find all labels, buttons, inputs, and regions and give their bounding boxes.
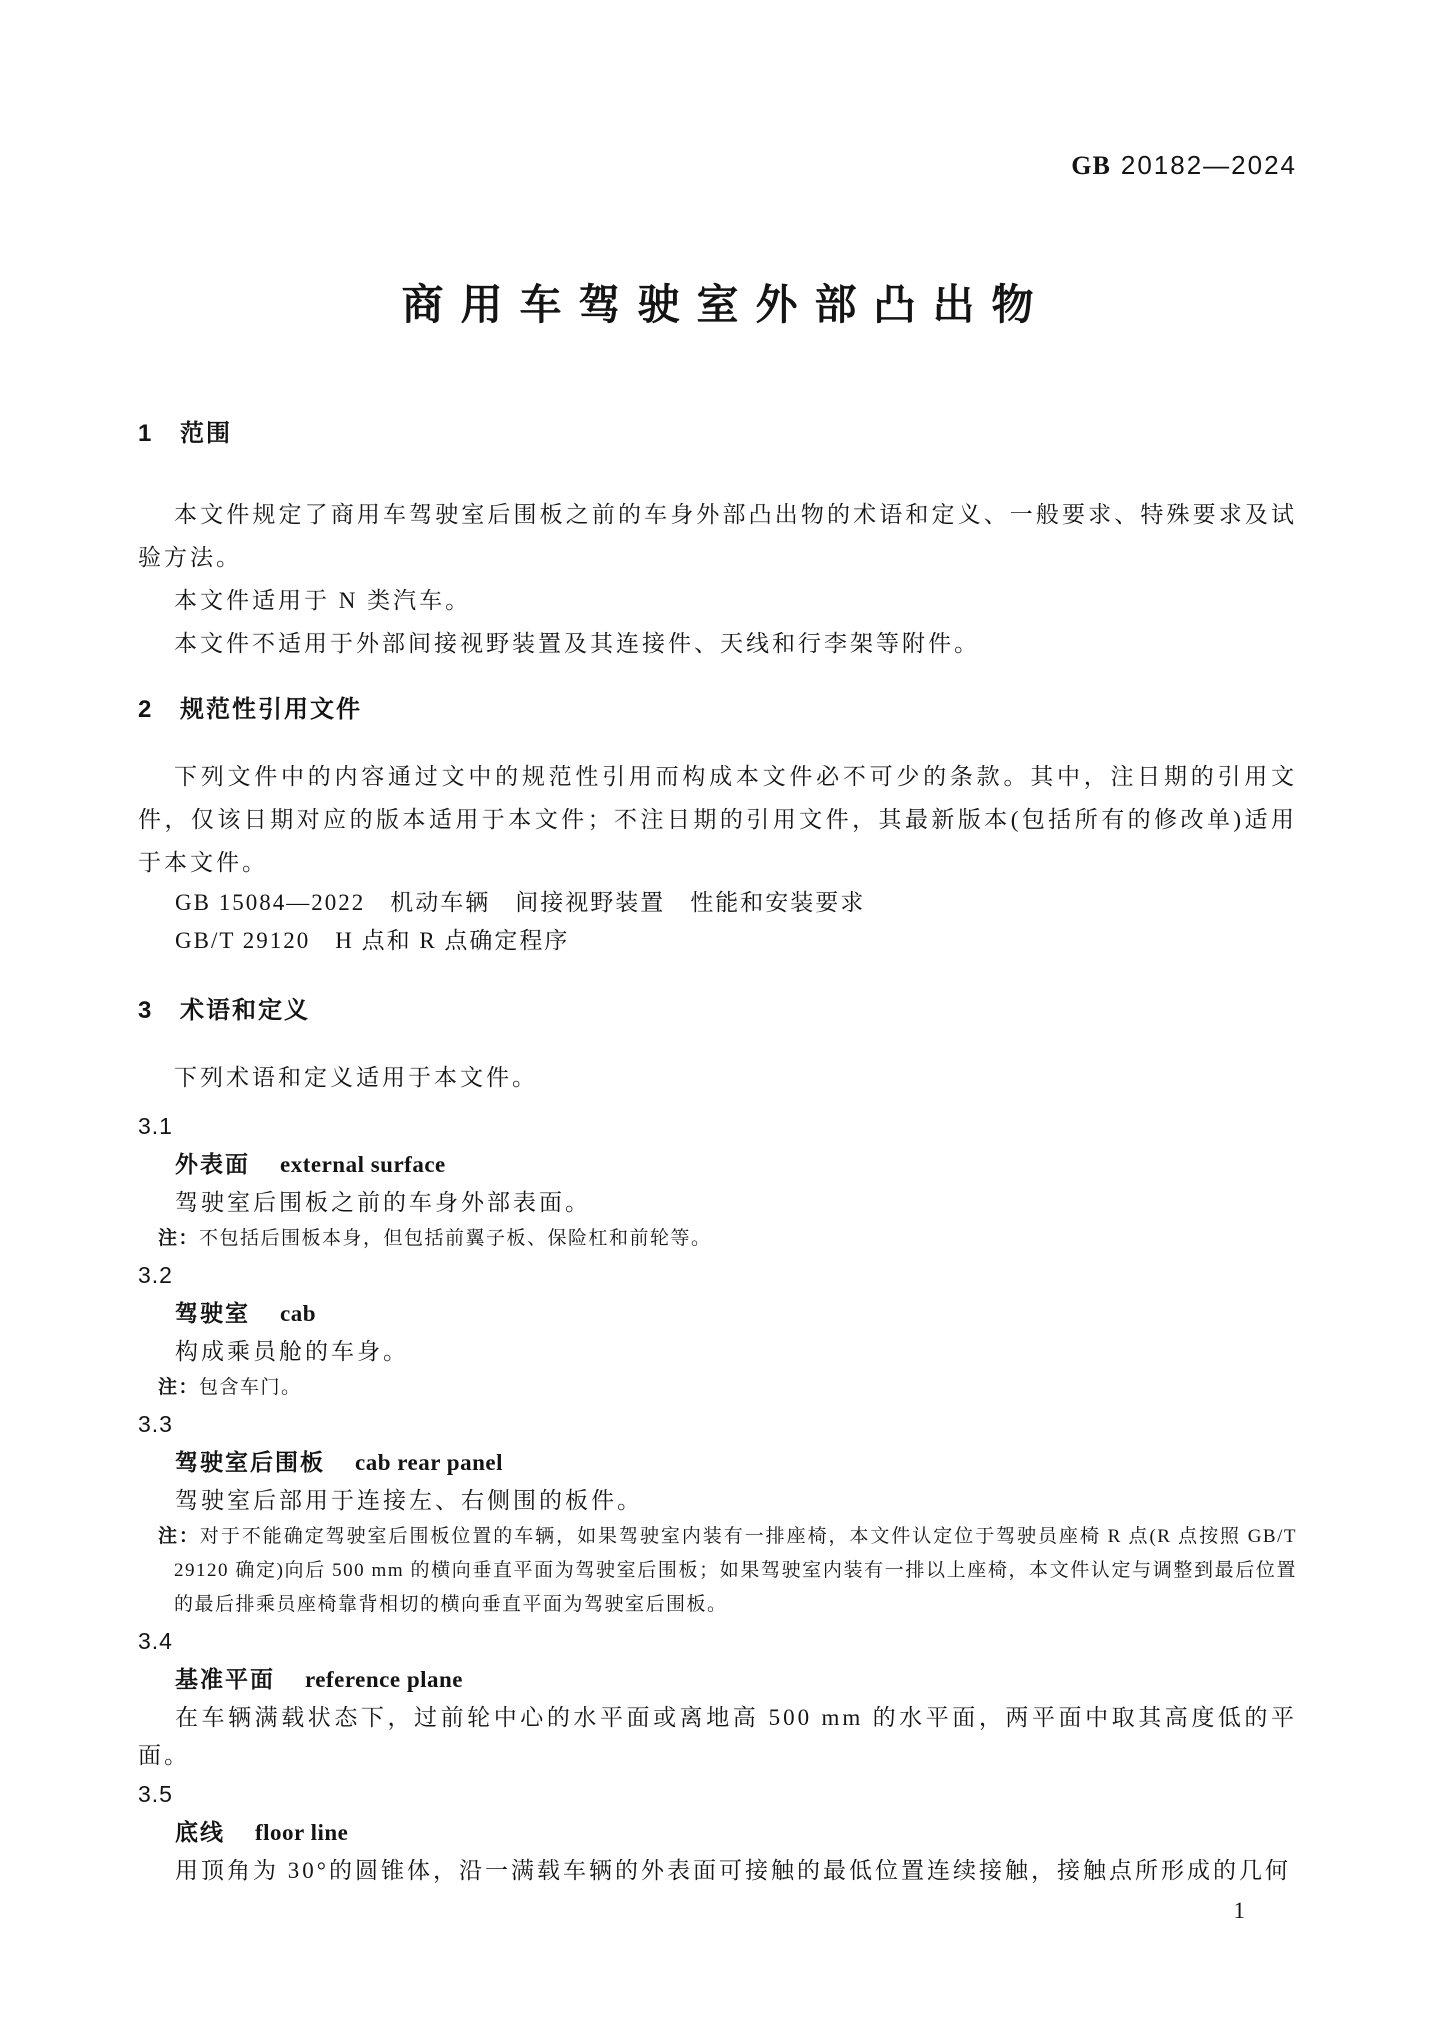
term-note bbox=[158, 1222, 1297, 1256]
note-label: 注： bbox=[158, 1377, 200, 1398]
section-2-paragraph-1: 下列文件中的内容通过文中的规范性引用而构成本文件必不可少的条款。其中，注日期的引用文件，仅该日期对应的版本适用于本文件；不注日期的引用文件，其最新版本(包括所有的修改单)适用于本文件。 bbox=[138, 764, 1297, 875]
page-number: 1 bbox=[1233, 1898, 1245, 1923]
term-name bbox=[138, 1813, 1297, 1852]
term-name-zh: 驾驶室 bbox=[175, 1300, 250, 1326]
term-definition: 驾驶室后部用于连接左、右侧围的板件。 bbox=[175, 1488, 643, 1513]
term-number: 3.1 bbox=[138, 1113, 173, 1139]
term-number: 3.4 bbox=[138, 1628, 173, 1654]
section-1-paragraph-1: 本文件规定了商用车驾驶室后围板之前的车身外部凸出物的术语和定义、一般要求、特殊要求及试验方法。 bbox=[138, 502, 1297, 570]
term-entry-3-2 bbox=[138, 1256, 1297, 1405]
term-name-en: floor line bbox=[255, 1820, 349, 1845]
term-name-en: reference plane bbox=[305, 1667, 464, 1692]
note-text: 对于不能确定驾驶室后围板位置的车辆，如果驾驶室内装有一排座椅，本文件认定位于驾驶员座椅 R 点(R 点按照 GB/T 29120 确定)向后 500 mm 的横向垂直平面为驾驶室后围板；如果驾驶室内装有一排以上座椅，本文件认定与调整到最后位置的最后排乘员座椅靠背相切的横向垂直平面为驾驶室后围板。 bbox=[174, 1526, 1297, 1615]
term-name bbox=[138, 1660, 1297, 1699]
term-note bbox=[158, 1371, 1297, 1405]
term-name-en: external surface bbox=[280, 1152, 446, 1177]
section-1-heading bbox=[138, 417, 1297, 451]
section-1-number: 1 bbox=[138, 420, 154, 447]
note-text: 包含车门。 bbox=[199, 1377, 302, 1398]
term-entry-3-4 bbox=[138, 1622, 1297, 1775]
section-2-number: 2 bbox=[138, 696, 154, 723]
term-definition: 构成乘员舱的车身。 bbox=[175, 1339, 409, 1364]
term-name-zh: 底线 bbox=[175, 1819, 225, 1845]
standard-code-prefix: GB bbox=[1071, 151, 1111, 180]
term-name bbox=[138, 1294, 1297, 1333]
section-1-paragraph-3: 本文件不适用于外部间接视野装置及其连接件、天线和行李架等附件。 bbox=[174, 631, 980, 656]
term-name bbox=[138, 1443, 1297, 1482]
term-name-en: cab rear panel bbox=[355, 1450, 503, 1475]
section-1-title: 范围 bbox=[180, 420, 232, 447]
section-3-title: 术语和定义 bbox=[180, 997, 310, 1024]
term-entry-3-1 bbox=[138, 1107, 1297, 1256]
term-note bbox=[158, 1520, 1297, 1622]
note-label: 注： bbox=[158, 1526, 200, 1547]
term-name-zh: 外表面 bbox=[175, 1151, 250, 1177]
standard-code-number: 20182—2024 bbox=[1120, 150, 1297, 180]
term-name-zh: 驾驶室后围板 bbox=[175, 1449, 325, 1475]
term-name-en: cab bbox=[280, 1301, 316, 1326]
document-title: 商用车驾驶室外部凸出物 bbox=[401, 281, 1051, 328]
term-definition: 用顶角为 30°的圆锥体，沿一满载车辆的外表面可接触的最低位置连续接触，接触点所形成的几何 bbox=[175, 1858, 1291, 1883]
normative-reference-2: GB/T 29120 H 点和 R 点确定程序 bbox=[175, 928, 570, 953]
term-name-zh: 基准平面 bbox=[175, 1666, 275, 1692]
term-name bbox=[138, 1145, 1297, 1184]
term-number: 3.3 bbox=[138, 1411, 173, 1437]
section-2-heading bbox=[138, 693, 1297, 727]
note-text: 不包括后围板本身，但包括前翼子板、保险杠和前轮等。 bbox=[199, 1228, 712, 1249]
term-definition: 驾驶室后围板之前的车身外部表面。 bbox=[175, 1190, 591, 1215]
term-number: 3.2 bbox=[138, 1262, 173, 1288]
section-3-number: 3 bbox=[138, 997, 154, 1024]
term-entry-3-5 bbox=[138, 1775, 1297, 1890]
term-number: 3.5 bbox=[138, 1781, 173, 1807]
note-label: 注： bbox=[158, 1228, 200, 1249]
normative-reference-1: GB 15084—2022 机动车辆 间接视野装置 性能和安装要求 bbox=[175, 890, 866, 915]
section-3-intro: 下列术语和定义适用于本文件。 bbox=[174, 1065, 538, 1090]
terms-list bbox=[138, 1107, 1297, 1890]
section-2-title: 规范性引用文件 bbox=[180, 696, 362, 723]
term-entry-3-3 bbox=[138, 1405, 1297, 1622]
section-1-paragraph-2: 本文件适用于 N 类汽车。 bbox=[174, 588, 472, 613]
section-3-heading bbox=[138, 994, 1297, 1028]
page-header-standard-code bbox=[138, 0, 1297, 183]
term-definition: 在车辆满载状态下，过前轮中心的水平面或离地高 500 mm 的水平面，两平面中取其高度低的平面。 bbox=[138, 1705, 1297, 1768]
